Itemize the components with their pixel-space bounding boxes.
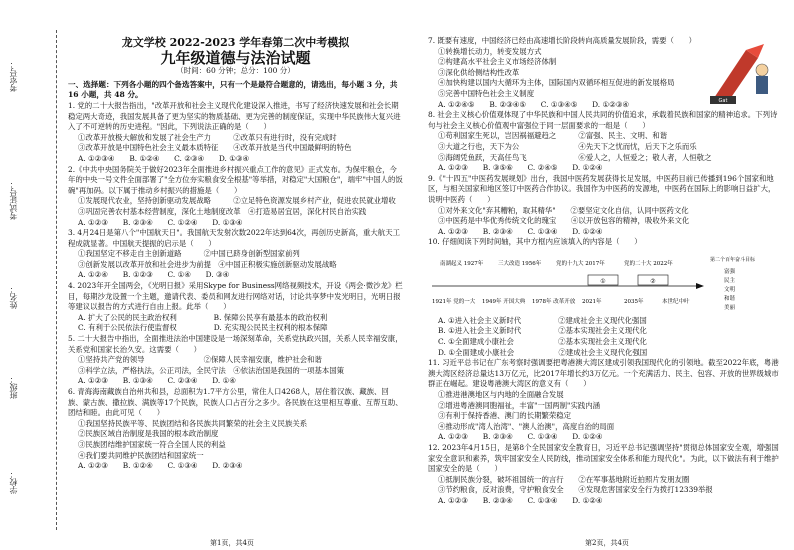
name-label: 姓名： (9, 285, 18, 309)
option-line: ①发展现代农业，坚持创新驱动发展战略 ②立足特色资源发展乡村产业，促进农民就业增收 (78, 196, 396, 206)
exam-title: 龙文学校 2022-2023 学年春第二次中考模拟 (121, 36, 350, 49)
economy-cartoon-image (706, 40, 778, 106)
option-line: ⑤完善中国特色社会主义制度 (438, 88, 535, 98)
timeline-top-labels (440, 259, 673, 267)
timeline-diagram (428, 253, 780, 319)
question-text: 7. 既要有速度，中国经济已经由高速增长阶段转向高质量发展阶段，需要（ ） (428, 36, 697, 45)
timeline-top-label: 党的十九大 2017年 (556, 261, 605, 267)
question-text: 4. 2023年开全国两会，《光明日报》采用Skype for Business网络视频技术，开设《两会·微沙龙》栏目，每期沙龙设置一个主题，邀请代表、委员和网友进行网络对话，讨论共享梦中发光明日，光明日报等建议以报告的方式进行自由上报。此举（ ） (68, 281, 403, 312)
timeline-top-label: 党的二十大 2022年 (624, 261, 673, 267)
answer-choices: A. ①②③ B. ②③④ C. ①③④ D. ①②④ (438, 432, 603, 442)
question-text: 11. 习近平总书记在广东考察时强调要把粤港澳大湾区建成引领我国现代化的引领地。截至2022年底，粤港澳大湾区经济总量达13万亿元，比2017年增长约3万亿元。一个充满活力、民主、包容、开放的世界级城市群正在崛起。建设粤港澳大湾区的意义有（ ） (428, 358, 779, 389)
footer-page-right: 第2页，共4页 (585, 539, 629, 547)
left-column (68, 36, 403, 472)
section-heading: 一、选择题：下列各小题的四个备选答案中，只有一个是最符合题意的，请选出，每小题 3 分，共 16 小题，共 48 分。 (68, 79, 398, 100)
question-text: 3. 4月24日是第八个"中国航天日"。我国航天发射次数2022年达到64次，再创历史新高，重大航天工程成就显著。中国航天提振的启示是（ ） (68, 228, 400, 248)
option-line: ③深化供给侧结构性改革 (438, 67, 520, 77)
option-line: ①我国坚定不移走自主创新道路 ②中国已跻身创新型国家前列 (78, 249, 300, 259)
answer-choices: A. ①②③ B. ②③④ C. ①②④ D. ①③④ (78, 217, 243, 227)
timeline-top-label: 三大改造 1956年 (498, 261, 542, 267)
option-line: A. 扩大了公民的民主政治权利 B. 保障公民享有最基本的政治权利 (78, 312, 328, 322)
timeline-bottom-label: 1949年 开国大典 (482, 299, 526, 305)
answer-choices: A. ①②③ B. ①②④ C. ①③④ D. ②③④ (78, 461, 243, 471)
timeline-bottom-labels (432, 297, 690, 305)
question-text: 8. 社会主义核心价值观体现了中华民族和中国人民共同的价值追求，承载着民族和国家的精神追求。下列诗句与社会主义核心价值观中富强位于同一层面要求的一组是（ ） (428, 110, 778, 130)
question-text: 5. 二十大报告中指出，全面推进法治中国建设是一场深刻革命，关系党执政兴国，关系人民幸福安康，关系党和国家长治久安。这需要（ ） (68, 334, 403, 354)
option-line: ③巩固完善农村基本经营制度，深化土地制度改革 ④打造易居宜居，深化村民自治实践 (78, 206, 367, 216)
question-text: 10. 仔细阅读下列时间轴，其中方框内应该填入的内容是（ ） (428, 237, 642, 247)
timeline-goal-item: 美丽 (724, 305, 736, 311)
timeline-right-text (710, 256, 756, 311)
option-line: A. ①进入社会主义新时代 ②建成社会主义现代化强国 (438, 315, 647, 325)
timeline-goal-item: 富强 (724, 269, 736, 275)
option-line: C. 有利于公民依法行使监督权 D. 充实现公民民主权利的根本保障 (78, 323, 328, 333)
option-line: ③节约粮食，反对浪费，守护粮食安全 ④发现危害国家安全行为拨打12339举报 (438, 485, 713, 495)
question-text: 9.《"十四五"中医药发展规划》出台，我国中医药发展获得长足发展，中医药目前已传播到196个国家和地区，与相关国家和地区签订中医药合作协议。我国作为中医药的发源地，中医药在国际上的影响日益扩大，说明中医药（ ） (428, 173, 776, 204)
timeline-bottom-label: 2035年 (624, 299, 644, 305)
option-line: ①对外来文化"弃其糟粕，取其精华" ②要坚定文化自信，认同中医药文化 (438, 205, 689, 215)
figure-body (756, 76, 768, 94)
option-line: ④推动形成"湾人治湾"、"澳人治澳"，高度自治的局面 (438, 421, 615, 431)
option-line: D. ①全面建成小康社会 ②建成社会主义现代化强国 (438, 347, 648, 357)
answer-choices: A. ①②③ B. ①③④ C. ②③④ D. ①④ (78, 376, 236, 386)
timeline-goal-item: 民主 (724, 278, 736, 284)
answer-choices: A. ①②④ B. ①②③ C. ①④ D. ③④ (78, 270, 230, 280)
question-text: 2.《中共中央国务院关于做好2023年全面推进乡村振兴重点工作的意见》正式发布。为保牢粮仓，今年的中央一号文件全面部署了"全方位夯实粮食安全根基"等举措，对稳定"大国粮仓"，端牢"中国人的饭碗"再加码。以下属于推动乡村振兴的措施是（ ） (68, 164, 403, 195)
binding-strip (0, 0, 62, 550)
option-line: ③创新发展以改革开放和社会进步为前提 ④中国正积极实施创新驱动发展战略 (78, 259, 337, 269)
option-line: ①抵制民族分裂，破坏祖国统一的言行 ②在军事基地附近拍照片发朋友圈 (438, 474, 690, 484)
option-line: ③科学立法，严格执法，公正司法，全民守法 ④依法治国是我国的一项基本国策 (78, 365, 345, 375)
option-line: ③大道之行也，天下为公 ④先天下之忧而忧，后天下之乐而乐 (438, 141, 697, 151)
timeline-bottom-label: 1921年 党的一大 (432, 299, 476, 305)
timeline-bottom-label: 1978年 改革开放 (532, 299, 576, 305)
timeline-goal-label: 第二个百年奋斗目标 (710, 257, 756, 263)
timeline-box-2-label: ② (650, 278, 656, 285)
option-line: ⑤海阔凭鱼跃，天高任鸟飞 ⑥爱人之，人恒爱之；敬人者，人恒敬之 (438, 152, 712, 162)
binding-line (56, 30, 57, 530)
timeline-goal-item: 和谐 (724, 296, 736, 302)
answer-choices: A. ①②④⑤ B. ②③④⑤ C. ①③④⑤ D. ①②③④ (438, 99, 629, 109)
option-line: ③中医药是中华优秀传统文化的瑰宝 ④以开放包容的精神，吸收外来文化 (438, 216, 690, 226)
option-line: ②构建高水平社会主义市场经济体制 (438, 57, 557, 67)
answer-choices: A. ①②③④ B. ①②④ C. ②③④ D. ①③④ (78, 153, 250, 163)
timeline-box-1-label: ① (600, 278, 606, 285)
answer-choices: A. ①②③ B. ②③④ C. ①③④ D. ①②④ (438, 495, 603, 505)
school-label: 学校： (9, 470, 18, 494)
option-line: ①改革开放极大解放和发展了社会生产力 ②改革只有进行时，没有完成时 (78, 132, 337, 142)
timeline-top-label: 南湖起义 1927年 (440, 261, 484, 267)
option-line: ③有利于保持香港、澳门的长期繁荣稳定 (438, 411, 572, 421)
question-text: 12. 2023年4月15日，是第8个全民国家安全教育日，习近平总书记强调坚持"贯彻总体国家安全观，增强国家安全意识和素养，筑牢国家安全人民防线，推动国家安全体系和能力现代化"。为此，以下做法有利于维护国家安全的是（ ） (428, 443, 779, 474)
seat-label: 考室号： (9, 60, 18, 92)
option-line: ②民族区域自治制度是我国的根本政治制度 (78, 429, 219, 439)
answer-choices: A. ①②③ B. ③⑤⑥ C. ②④⑤ D. ①②④ (438, 163, 603, 173)
footer-page-left: 第1页，共4页 (210, 539, 254, 547)
option-line: ①转换增长动力，转变发展方式 (438, 46, 542, 56)
option-line: ①坚持共产党的领导 ②保障人民幸福安康，维护社会和谐 (78, 355, 322, 365)
exam-meta: （时间：60 分钟；总分：100 分） (176, 66, 295, 76)
figure-head (756, 64, 768, 76)
exam-subtitle: 九年级道德与法治试题 (160, 48, 311, 67)
answer-choices: A. ①②③ B. ②③④ C. ①③④ D. ①②④ (438, 226, 603, 236)
option-line: B. ①进入社会主义新时代 ②基本实现社会主义现代化 (438, 326, 647, 336)
option-line: ④我们要共同维护民族团结和国家统一 (78, 450, 204, 460)
option-line: ②增进粤港澳同胞福祉，丰富"一国两制"实践内涵 (438, 400, 601, 410)
option-line: ③民族团结维护国家统一符合全国人民的利益 (78, 439, 226, 449)
option-line: ①苟利国家生死以，岂因祸福避趋之 ②富强、民主、文明、和谐 (438, 131, 668, 141)
timeline-bottom-label: 本世纪中叶 (662, 299, 690, 305)
image-caption: Gat (718, 98, 728, 104)
exam-number-label: 考试证号： (9, 180, 18, 220)
option-line: ④加快构建以国内大循环为主体，国际国内双循环相互促进的新发展格局 (438, 78, 675, 88)
class-label: 班级： (9, 375, 18, 399)
timeline-arrow (696, 283, 704, 289)
option-line: ①我国坚持民族平等、民族团结和各民族共同繁荣的社会主义民族关系 (78, 418, 308, 428)
timeline-goal-item: 文明 (724, 287, 736, 293)
option-line: ③改革开放是中国特色社会主义最本质特征 ④改革开放是当代中国最鲜明的特色 (78, 143, 352, 153)
timeline-bottom-label: 2021年 (582, 299, 602, 305)
option-line: C. ①全面建成小康社会 ②基本实现社会主义现代化 (438, 337, 647, 347)
option-line: ①推进港澳地区与内地的全面融合发展 (438, 390, 564, 400)
question-text: 1. 党的二十大报告指出，"改革开放和社会主义现代化建设深入推进，书写了经济快速发展和社会长期稳定两大奇迹，我国发展具备了更为坚实的物质基础、更为完善的制度保证，实现中华民族伟大复兴进入了不可逆转的历史进程。"因此，下列说法正确的是（ ） (68, 100, 401, 132)
question-text: 6. 青海海南藏族自治州共和县，总面积为1.7平方公里，常住人口4268人，居住着汉族、藏族、回族、蒙古族、撒拉族、满族等17个民族，民族人口占百分之多少。各民族在这里相互尊重、互帮互助、团结和睦。由此可见（ ） (68, 387, 403, 418)
